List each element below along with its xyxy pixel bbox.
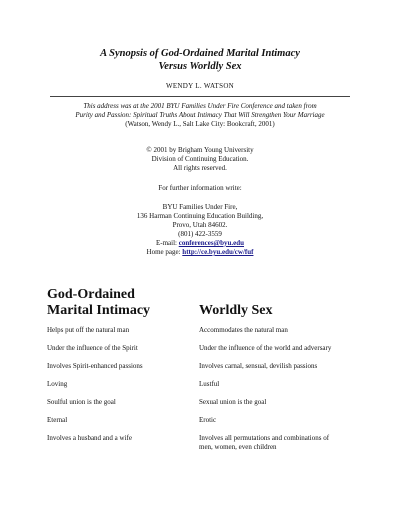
title-line-2: Versus Worldly Sex <box>158 61 242 72</box>
contact-home-row <box>0 248 400 257</box>
contact-email-row <box>0 239 400 248</box>
intro-line-1: This address was at the 2001 BYU Families Under Fire Conference and taken from <box>83 102 317 110</box>
comparison-right-cell: Lustful <box>199 380 220 388</box>
home-page-link[interactable]: http://ce.byu.edu/cw/fuf <box>182 248 254 256</box>
comparison-right-cell: Involves carnal, sensual, devilish passions <box>199 362 318 370</box>
comparison-right-line-2: men, women, even children <box>199 443 277 451</box>
comparison-right-cell: Erotic <box>199 416 217 424</box>
document-title <box>0 47 400 73</box>
copyright-line-2: Division of Continuing Education. <box>151 155 249 163</box>
right-column-heading: Worldly Sex <box>199 303 273 318</box>
contact-phone: (801) 422-3559 <box>178 230 222 238</box>
copyright-line-1: © 2001 by Brigham Young University <box>146 146 254 154</box>
left-column-heading <box>47 287 150 319</box>
comparison-right-cell <box>199 434 374 452</box>
intro-note <box>40 102 360 129</box>
comparison-right-line-1: Involves all permutations and combinations of <box>199 434 330 442</box>
left-heading-line-1: God-Ordained <box>47 287 135 302</box>
copyright-block <box>0 146 400 173</box>
left-heading-line-2: Marital Intimacy <box>47 303 151 318</box>
contact-line-2: 136 Harman Continuing Education Building, <box>136 212 264 220</box>
home-page-label: Home page: <box>146 248 183 256</box>
comparison-left-cell: Under the influence of the Spirit <box>47 344 138 352</box>
comparison-left-cell: Helps put off the natural man <box>47 326 130 334</box>
comparison-left-cell: Involves Spirit-enhanced passions <box>47 362 143 370</box>
intro-line-2: Purity and Passion: Spiritual Truths About Intimacy That Will Strengthen Your Marriage <box>75 111 325 119</box>
comparison-left-cell: Loving <box>47 380 68 388</box>
contact-line-1: BYU Families Under Fire, <box>162 203 238 211</box>
contact-block <box>0 203 400 257</box>
title-line-1: A Synopsis of God-Ordained Marital Intimacy <box>100 48 300 59</box>
author-name: WENDY L. WATSON <box>165 82 235 90</box>
comparison-left-cell: Soulful union is the goal <box>47 398 116 406</box>
comparison-right-cell: Accommodates the natural man <box>199 326 288 334</box>
comparison-right-cell: Sexual union is the goal <box>199 398 267 406</box>
contact-line-3: Provo, Utah 84602. <box>172 221 228 229</box>
comparison-left-cell: Involves a husband and a wife <box>47 434 132 442</box>
intro-line-3: (Watson, Wendy L., Salt Lake City: Bookcraft, 2001) <box>125 120 275 128</box>
comparison-right-cell: Under the influence of the world and adversary <box>199 344 332 352</box>
comparison-left-cell: Eternal <box>47 416 68 424</box>
email-label: E-mail: <box>155 239 179 247</box>
copyright-line-3: All rights reserved. <box>173 164 227 172</box>
info-prompt: For further information write: <box>158 184 242 192</box>
email-link[interactable]: conferences@byu.edu <box>178 239 245 247</box>
divider <box>50 96 350 97</box>
